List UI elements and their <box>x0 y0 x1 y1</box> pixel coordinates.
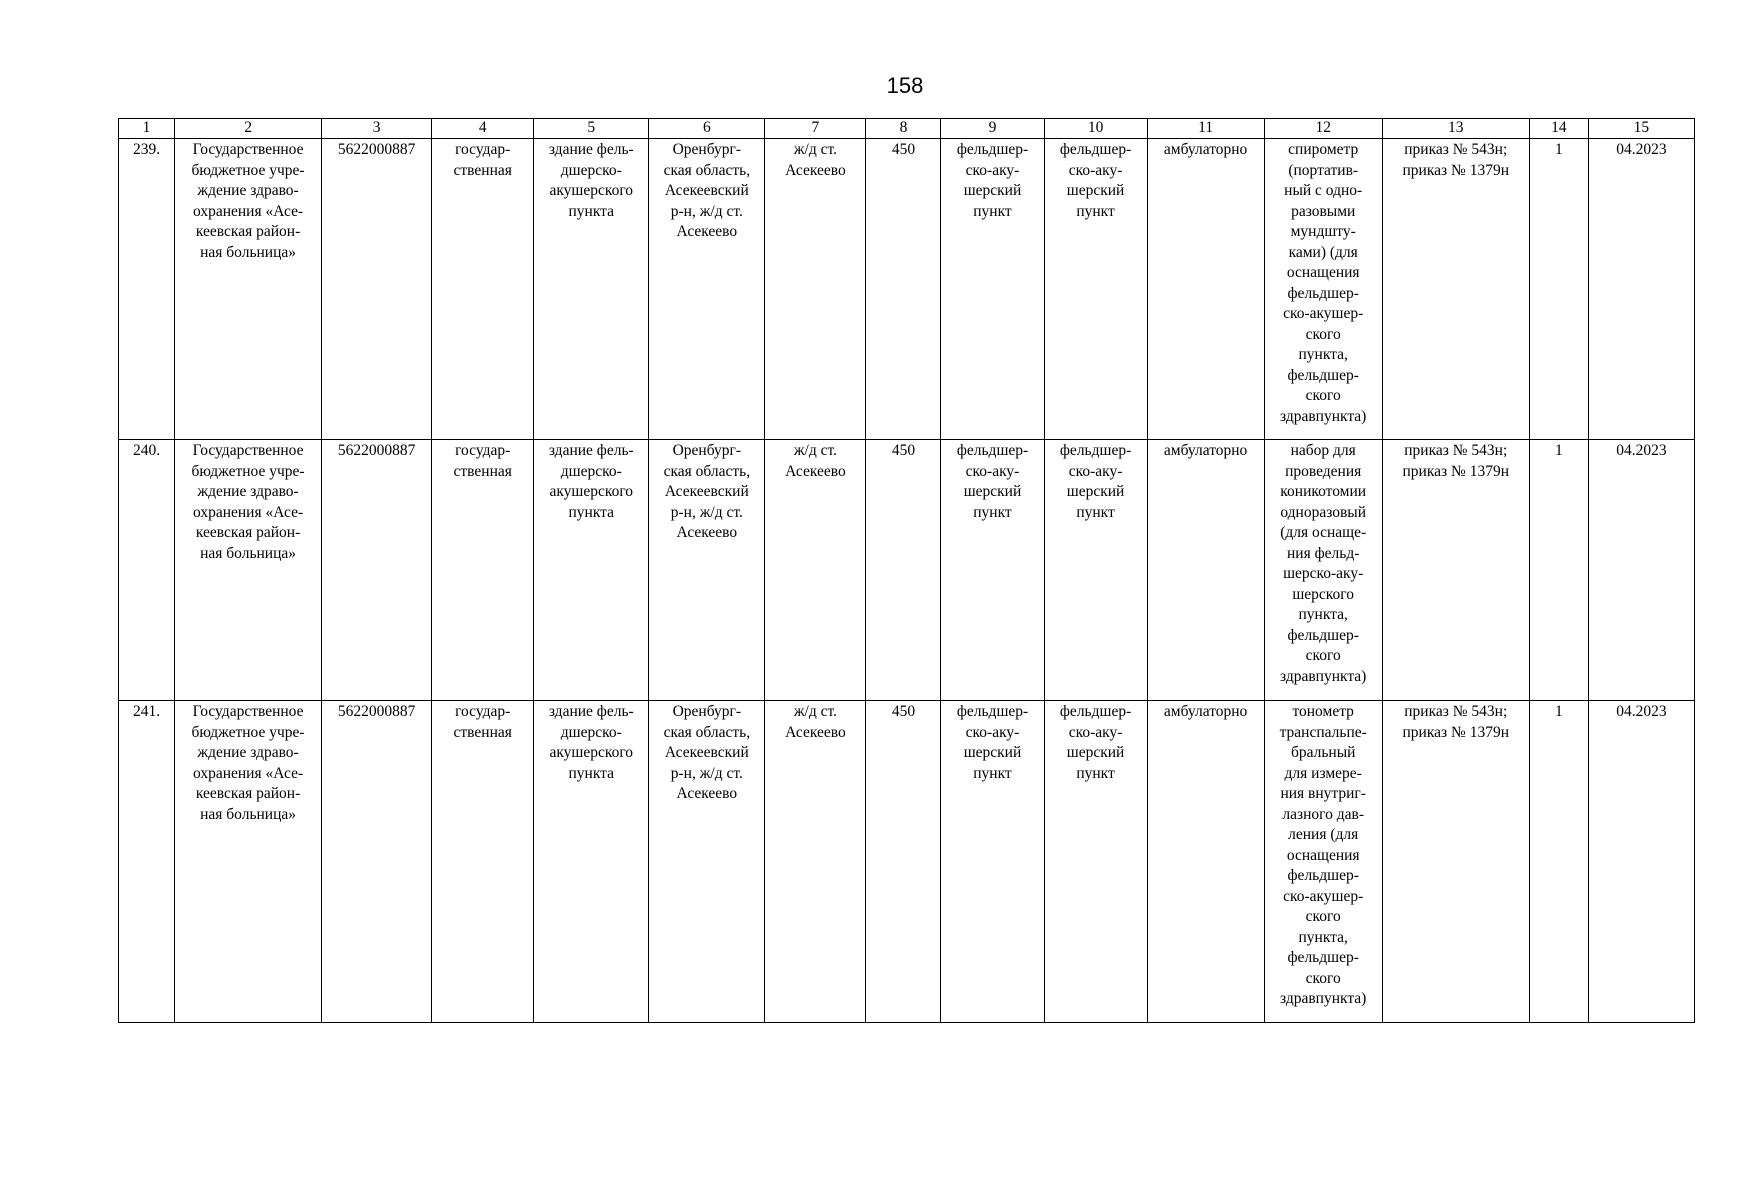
column-header: 4 <box>432 119 534 139</box>
equipment-cell <box>1264 440 1382 701</box>
equipment-line: ный с одно- <box>1284 182 1363 199</box>
subdivision-cell <box>1044 440 1147 701</box>
equipment-line: спирометр <box>1288 141 1359 158</box>
table-row <box>119 440 1695 701</box>
equipment-line: фельдшер- <box>1287 366 1359 384</box>
equipment-line: ками) (для <box>1288 243 1358 261</box>
organization-line: Государственное <box>192 442 304 459</box>
order-line: приказ № 1379н <box>1402 161 1509 179</box>
order-line: приказ № 543н; <box>1404 703 1508 720</box>
organization-line: бюджетное учре- <box>191 723 305 741</box>
equipment-line: пункта, <box>1298 606 1348 623</box>
ownership-cell <box>432 440 534 701</box>
equipment-line: проведения <box>1285 462 1362 480</box>
equipment-line: фельдшер- <box>1287 949 1359 966</box>
address-line: Оренбург- <box>672 141 742 158</box>
settlement-line: Асекеево <box>785 723 846 741</box>
address-line: ская область, <box>663 723 751 741</box>
orders-cell <box>1382 139 1529 440</box>
inn-cell: 5622000887 <box>322 139 432 440</box>
order-line: приказ № 543н; <box>1404 442 1508 459</box>
unit-type-line: фельдшер- <box>956 442 1029 459</box>
subdivision-cell <box>1044 701 1147 1023</box>
equipment-line: ского <box>1305 908 1341 925</box>
organization-line: ждение здраво- <box>197 182 299 199</box>
equipment-line: ского <box>1305 387 1341 404</box>
unit-type-line: фельдшер- <box>956 141 1029 158</box>
unit-type-line: фельдшер- <box>956 703 1029 720</box>
ownership-line: ственная <box>453 723 512 741</box>
building-line: акушерского <box>549 744 634 761</box>
unit-type-cell <box>941 701 1044 1023</box>
building-line: здание фель- <box>548 141 634 158</box>
date-cell: 04.2023 <box>1588 701 1694 1023</box>
building-line: пункта <box>568 503 615 521</box>
unit-type-line: шерский <box>963 483 1022 500</box>
care-conditions-cell: амбулаторно <box>1147 139 1264 440</box>
address-line: Асекеевский <box>664 182 749 199</box>
order-line: приказ № 1379н <box>1402 723 1509 741</box>
equipment-line: фельдшер- <box>1287 867 1359 884</box>
settlement-line: ж/д ст. <box>793 141 837 158</box>
column-header: 3 <box>322 119 432 139</box>
equipment-cell <box>1264 139 1382 440</box>
equipment-line: пункта, <box>1298 346 1348 363</box>
equipment-line: шерского <box>1292 585 1355 603</box>
address-line: р-н, ж/д ст. <box>670 503 743 521</box>
building-line: дшерско- <box>560 161 622 179</box>
organization-line: кеевская район- <box>195 524 301 541</box>
equipment-line: фельдшер- <box>1287 626 1359 644</box>
address-line: Асекеевский <box>664 744 749 761</box>
column-header: 9 <box>941 119 1044 139</box>
settlement-line: Асекеево <box>785 161 846 179</box>
address-line: р-н, ж/д ст. <box>670 764 743 782</box>
quantity-cell: 1 <box>1529 139 1588 440</box>
equipment-line: ского <box>1305 647 1341 664</box>
equipment-cell <box>1264 701 1382 1023</box>
settlement-line: Асекеево <box>785 462 846 480</box>
column-header: 8 <box>866 119 941 139</box>
subdivision-line: пункт <box>1076 764 1115 782</box>
column-header: 10 <box>1044 119 1147 139</box>
column-header: 13 <box>1382 119 1529 139</box>
equipment-line: тонометр <box>1292 703 1354 720</box>
column-header: 11 <box>1147 119 1264 139</box>
address-cell <box>649 701 765 1023</box>
address-line: Асекеево <box>676 524 738 541</box>
equipment-line: оснащения <box>1286 846 1360 864</box>
equipment-line: ления (для <box>1288 826 1359 843</box>
unit-type-line: ско-аку- <box>965 723 1020 741</box>
order-line: приказ № 543н; <box>1404 141 1508 158</box>
subdivision-line: фельдшер- <box>1059 141 1132 158</box>
date-cell: 04.2023 <box>1588 440 1694 701</box>
unit-type-line: пункт <box>973 202 1012 220</box>
building-line: дшерско- <box>560 462 622 480</box>
address-line: Асекеево <box>676 785 738 802</box>
organization-line: бюджетное учре- <box>191 161 305 179</box>
subdivision-line: шерский <box>1066 182 1125 199</box>
column-header: 12 <box>1264 119 1382 139</box>
inn-cell: 5622000887 <box>322 701 432 1023</box>
building-cell <box>534 440 649 701</box>
unit-type-line: пункт <box>973 503 1012 521</box>
organization-line: ждение здраво- <box>197 483 299 500</box>
building-line: акушерского <box>549 483 634 500</box>
subdivision-line: фельдшер- <box>1059 442 1132 459</box>
settlement-line: ж/д ст. <box>793 442 837 459</box>
equipment-line: одноразовый <box>1280 503 1367 521</box>
equipment-line: здравпункта) <box>1280 407 1367 425</box>
equipment-line: для измере- <box>1284 764 1362 782</box>
table-row <box>119 139 1695 440</box>
address-line: Оренбург- <box>672 703 742 720</box>
date-cell: 04.2023 <box>1588 139 1694 440</box>
address-line: ская область, <box>663 161 751 179</box>
building-line: пункта <box>568 764 615 782</box>
column-header: 1 <box>119 119 175 139</box>
subdivision-line: пункт <box>1076 503 1115 521</box>
ownership-line: государ- <box>455 141 511 158</box>
equipment-line: ского <box>1305 969 1341 987</box>
unit-type-line: шерский <box>963 744 1022 761</box>
equipment-line: ния внутриг- <box>1280 785 1366 802</box>
column-header: 5 <box>534 119 649 139</box>
unit-type-cell <box>941 139 1044 440</box>
equipment-line: (для оснаще- <box>1280 524 1367 541</box>
equipment-line: мундшту- <box>1290 223 1356 240</box>
subdivision-line: пункт <box>1076 202 1115 220</box>
organization-line: ная больница» <box>200 243 297 261</box>
equipment-line: (портатив- <box>1288 161 1359 179</box>
unit-type-line: пункт <box>973 764 1012 782</box>
equipment-line: транспальпе- <box>1279 723 1367 741</box>
equipment-line: разовыми <box>1291 202 1356 220</box>
unit-type-line: ско-аку- <box>965 161 1020 179</box>
address-line: Оренбург- <box>672 442 742 459</box>
column-header: 2 <box>175 119 322 139</box>
orders-cell <box>1382 701 1529 1023</box>
equipment-line: коникотомии <box>1280 483 1367 500</box>
subdivision-line: шерский <box>1066 744 1125 761</box>
equipment-line: ско-акушер- <box>1283 887 1364 905</box>
ownership-line: государ- <box>455 703 511 720</box>
organization-line: бюджетное учре- <box>191 462 305 480</box>
organization-line: охранения «Асе- <box>192 764 304 782</box>
organization-cell <box>175 440 322 701</box>
care-conditions-cell: амбулаторно <box>1147 701 1264 1023</box>
organization-line: кеевская район- <box>195 223 301 240</box>
organization-line: ная больница» <box>200 544 297 562</box>
equipment-line: здравпункта) <box>1280 990 1367 1007</box>
row-number-cell: 239. <box>119 139 175 440</box>
equipment-line: лазного дав- <box>1282 805 1364 823</box>
organization-line: Государственное <box>192 141 304 158</box>
address-cell <box>649 139 765 440</box>
subdivision-line: ско-аку- <box>1068 723 1123 741</box>
equipment-line: ского <box>1305 325 1341 343</box>
organization-line: ная больница» <box>200 805 297 823</box>
population-cell: 450 <box>866 139 941 440</box>
subdivision-line: шерский <box>1066 483 1125 500</box>
building-line: здание фель- <box>548 703 634 720</box>
ownership-line: государ- <box>455 442 511 459</box>
organization-line: кеевская район- <box>195 785 301 802</box>
unit-type-cell <box>941 440 1044 701</box>
building-cell <box>534 139 649 440</box>
unit-type-line: шерский <box>963 182 1022 199</box>
organization-cell <box>175 701 322 1023</box>
equipment-line: здравпункта) <box>1280 667 1367 685</box>
building-line: пункта <box>568 202 615 220</box>
address-cell <box>649 440 765 701</box>
column-header: 7 <box>765 119 866 139</box>
building-cell <box>534 701 649 1023</box>
subdivision-cell <box>1044 139 1147 440</box>
ownership-cell <box>432 139 534 440</box>
unit-type-line: ско-аку- <box>965 462 1020 480</box>
equipment-line: фельдшер- <box>1287 284 1359 302</box>
settlement-cell <box>765 139 866 440</box>
population-cell: 450 <box>866 701 941 1023</box>
subdivision-line: фельдшер- <box>1059 703 1132 720</box>
ownership-cell <box>432 701 534 1023</box>
quantity-cell: 1 <box>1529 701 1588 1023</box>
equipment-line: шерско-аку- <box>1283 565 1364 582</box>
row-number-cell: 241. <box>119 701 175 1023</box>
organization-line: охранения «Асе- <box>192 202 304 220</box>
building-line: акушерского <box>549 182 634 199</box>
header-row <box>119 119 1695 139</box>
organization-line: ждение здраво- <box>197 744 299 761</box>
subdivision-line: ско-аку- <box>1068 462 1123 480</box>
ownership-line: ственная <box>453 462 512 480</box>
organization-line: охранения «Асе- <box>192 503 304 521</box>
inn-cell: 5622000887 <box>322 440 432 701</box>
address-line: Асекеевский <box>664 483 749 500</box>
ownership-line: ственная <box>453 161 512 179</box>
equipment-line: оснащения <box>1286 264 1360 281</box>
quantity-cell: 1 <box>1529 440 1588 701</box>
population-cell: 450 <box>866 440 941 701</box>
subdivision-line: ско-аку- <box>1068 161 1123 179</box>
order-line: приказ № 1379н <box>1402 462 1509 480</box>
settlement-line: ж/д ст. <box>793 703 837 720</box>
equipment-line: набор для <box>1290 442 1356 459</box>
column-header: 15 <box>1588 119 1694 139</box>
settlement-cell <box>765 440 866 701</box>
table-row <box>119 701 1695 1023</box>
address-line: р-н, ж/д ст. <box>670 202 743 220</box>
organization-line: Государственное <box>192 703 304 720</box>
equipment-line: ско-акушер- <box>1283 305 1364 322</box>
settlement-cell <box>765 701 866 1023</box>
page-number: 158 <box>886 73 924 98</box>
column-header: 6 <box>649 119 765 139</box>
orders-cell <box>1382 440 1529 701</box>
row-number-cell: 240. <box>119 440 175 701</box>
care-conditions-cell: амбулаторно <box>1147 440 1264 701</box>
equipment-line: пункта, <box>1298 928 1348 946</box>
column-header: 14 <box>1529 119 1588 139</box>
organization-cell <box>175 139 322 440</box>
equipment-line: бральный <box>1290 744 1356 761</box>
address-line: Асекеево <box>676 223 738 240</box>
building-line: здание фель- <box>548 442 634 459</box>
address-line: ская область, <box>663 462 751 480</box>
building-line: дшерско- <box>560 723 622 741</box>
registry-table <box>118 118 1695 1023</box>
equipment-line: ния фельд- <box>1287 544 1360 562</box>
